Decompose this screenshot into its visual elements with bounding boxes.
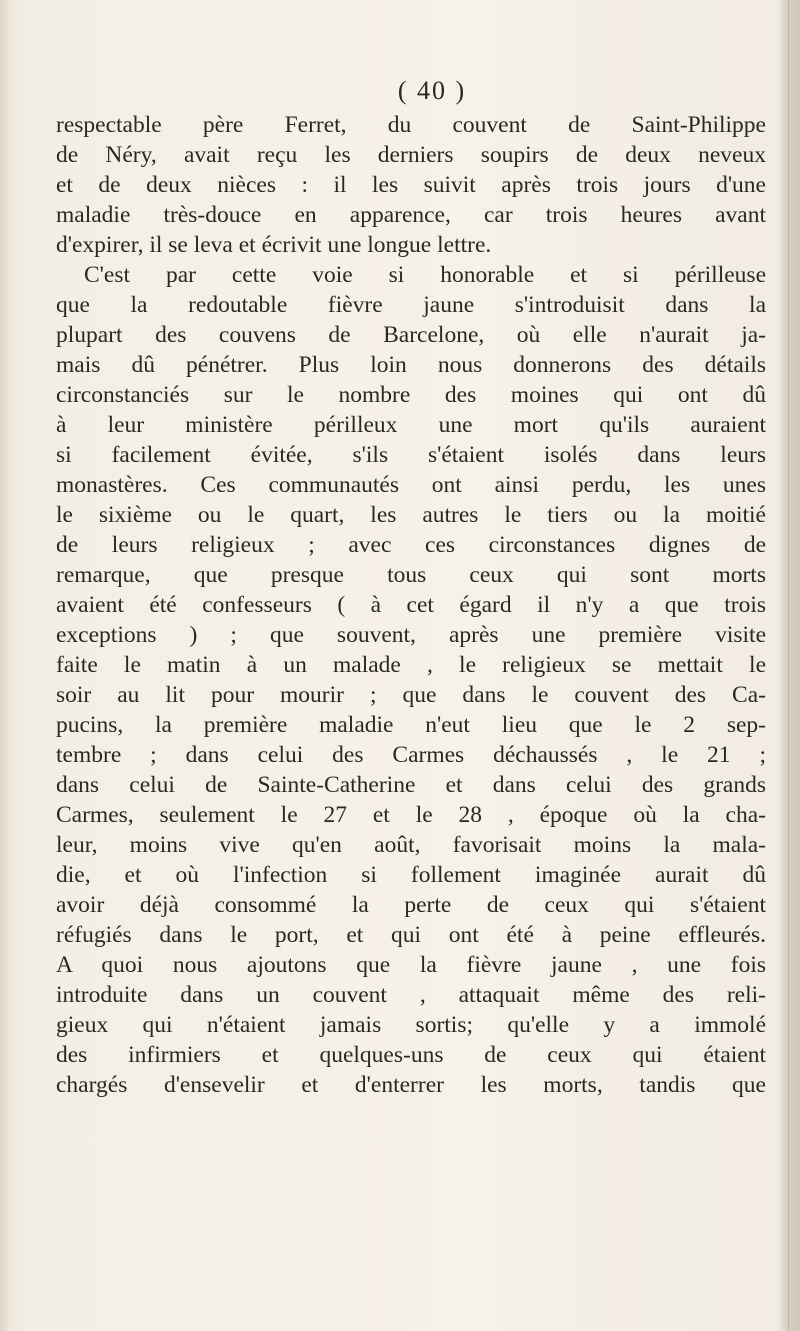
page-left-shadow (0, 0, 10, 1331)
text-line: gieux qui n'étaient jamais sortis; qu'elle y a immolé (56, 1012, 766, 1038)
page-right-edge (778, 0, 800, 1331)
text-line: die, et où l'infection si follement imaginée aurait dû (56, 862, 766, 888)
text-line: exceptions ) ; que souvent, après une première visite (56, 622, 766, 648)
text-line: Carmes, seulement le 27 et le 28 , époque où la cha- (56, 802, 766, 828)
text-line: d'expirer, il se leva et écrivit une longue lettre. (56, 232, 492, 258)
text-line: le sixième ou le quart, les autres le tiers ou la moitié (56, 502, 766, 528)
text-line: que la redoutable fièvre jaune s'introduisit dans la (56, 292, 766, 318)
text-line: des infirmiers et quelques-uns de ceux qui étaient (56, 1042, 766, 1068)
text-line: leur, moins vive qu'en août, favorisait moins la mala- (56, 832, 766, 858)
text-line: maladie très-douce en apparence, car trois heures avant (56, 202, 766, 228)
text-line: mais dû pénétrer. Plus loin nous donnerons des détails (56, 352, 766, 378)
text-line: remarque, que presque tous ceux qui sont morts (56, 562, 766, 588)
text-line: de leurs religieux ; avec ces circonstances dignes de (56, 532, 766, 558)
text-line: pucins, la première maladie n'eut lieu que le 2 sep- (56, 712, 766, 738)
text-line: soir au lit pour mourir ; que dans le couvent des Ca- (56, 682, 766, 708)
text-line: respectable père Ferret, du couvent de Saint-Philippe (56, 112, 766, 138)
text-line: tembre ; dans celui des Carmes déchaussés , le 21 ; (56, 742, 766, 768)
page-edge-line (788, 0, 789, 1331)
text-line: chargés d'ensevelir et d'enterrer les morts, tandis que (56, 1072, 766, 1098)
text-line: C'est par cette voie si honorable et si périlleuse (84, 262, 766, 288)
text-line: réfugiés dans le port, et qui ont été à peine effleurés. (56, 922, 766, 948)
text-line: A quoi nous ajoutons que la fièvre jaune , une fois (56, 952, 766, 978)
text-line: plupart des couvens de Barcelone, où elle n'aurait ja- (56, 322, 766, 348)
text-line: circonstanciés sur le nombre des moines qui ont dû (56, 382, 766, 408)
text-line: dans celui de Sainte-Catherine et dans celui des grands (56, 772, 766, 798)
text-line: avoir déjà consommé la perte de ceux qui s'étaient (56, 892, 766, 918)
text-line: faite le matin à un malade , le religieux se mettait le (56, 652, 766, 678)
text-line: à leur ministère périlleux une mort qu'ils auraient (56, 412, 766, 438)
text-line: et de deux nièces : il les suivit après trois jours d'une (56, 172, 766, 198)
text-line: monastères. Ces communautés ont ainsi perdu, les unes (56, 472, 766, 498)
body-text (56, 110, 766, 1100)
page-number: ( 40 ) (397, 76, 467, 105)
text-line: introduite dans un couvent , attaquait même des reli- (56, 982, 766, 1008)
text-line: si facilement évitée, s'ils s'étaient isolés dans leurs (56, 442, 766, 468)
text-line: de Néry, avait reçu les derniers soupirs de deux neveux (56, 142, 766, 168)
text-line: avaient été confesseurs ( à cet égard il n'y a que trois (56, 592, 766, 618)
